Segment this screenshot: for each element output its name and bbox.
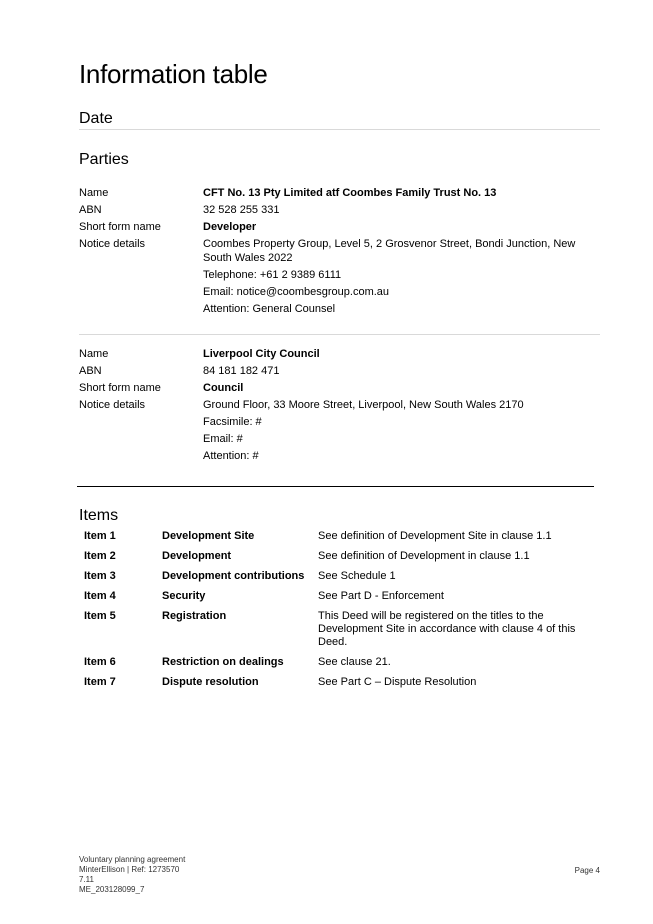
notice-email: Email: # (203, 433, 243, 445)
party-name-value: CFT No. 13 Pty Limited atf Coombes Family Trust No. 13 (203, 187, 497, 199)
party-short-value: Developer (203, 221, 257, 233)
party-short-label: Short form name (79, 221, 161, 233)
party-short-row (79, 381, 600, 395)
party-name-row (79, 347, 600, 361)
item-name: Security (162, 590, 206, 602)
item-desc: See Part C – Dispute Resolution (318, 676, 477, 688)
item-name: Restriction on dealings (162, 656, 284, 668)
item-id: Item 6 (84, 656, 116, 668)
section-divider (77, 486, 594, 487)
item-desc: See Part D - Enforcement (318, 590, 444, 602)
footer-doc-name: Voluntary planning agreement (79, 855, 186, 864)
parties-heading: Parties (79, 151, 129, 168)
item-id: Item 1 (84, 530, 116, 542)
date-divider (79, 129, 600, 130)
footer-ref: MinterEllison | Ref: 1273570 (79, 865, 180, 874)
party-abn-value: 32 528 255 331 (203, 204, 280, 216)
party-notice-row (79, 398, 600, 466)
party-short-value: Council (203, 382, 244, 394)
party-name-value: Liverpool City Council (203, 348, 320, 360)
party-notice-label: Notice details (79, 238, 146, 250)
item-name: Dispute resolution (162, 676, 259, 688)
item-row (84, 530, 600, 543)
item-name: Development (162, 550, 232, 562)
item-id: Item 5 (84, 610, 116, 622)
party-short-row (79, 220, 600, 234)
notice-address: Coombes Property Group, Level 5, 2 Grosvenor Street, Bondi Junction, New South Wales 2022 (203, 238, 576, 264)
item-desc: See definition of Development in clause 1.1 (318, 550, 530, 562)
items-table (84, 530, 600, 696)
item-name: Development contributions (162, 570, 305, 582)
item-name: Development Site (162, 530, 255, 542)
item-desc: See clause 21. (318, 656, 391, 668)
party-abn-row (79, 364, 600, 378)
party-abn-row (79, 203, 600, 217)
notice-facsimile: Facsimile: # (203, 416, 262, 428)
item-row (84, 656, 600, 669)
items-heading: Items (79, 507, 119, 524)
footer-version: 7.11 (79, 875, 94, 884)
party-abn-label: ABN (79, 365, 102, 377)
item-id: Item 7 (84, 676, 116, 688)
item-id: Item 3 (84, 570, 116, 582)
party-name-row (79, 186, 600, 200)
party-abn-value: 84 181 182 471 (203, 365, 280, 377)
party-short-label: Short form name (79, 382, 161, 394)
item-row (84, 610, 600, 649)
party-notice-label: Notice details (79, 399, 146, 411)
party-council (79, 347, 600, 466)
footer-doc-id: ME_203128099_7 (79, 885, 145, 894)
item-row (84, 676, 600, 689)
party-name-label: Name (79, 187, 109, 199)
notice-attention: Attention: General Counsel (203, 303, 336, 315)
notice-address: Ground Floor, 33 Moore Street, Liverpool, New South Wales 2170 (203, 399, 524, 411)
item-row (84, 570, 600, 583)
notice-email: Email: notice@coombesgroup.com.au (203, 286, 390, 298)
notice-attention: Attention: # (203, 450, 259, 462)
party-abn-label: ABN (79, 204, 102, 216)
party-divider (79, 334, 600, 335)
notice-telephone: Telephone: +61 2 9389 6111 (203, 269, 342, 281)
footer (79, 855, 185, 895)
item-row (84, 550, 600, 563)
party-notice-row (79, 237, 600, 319)
item-desc: See definition of Development Site in clause 1.1 (318, 530, 552, 542)
date-heading: Date (79, 110, 113, 127)
party-name-label: Name (79, 348, 109, 360)
item-row (84, 590, 600, 603)
item-desc: See Schedule 1 (318, 570, 396, 582)
page-number: Page 4 (574, 866, 600, 875)
item-desc: This Deed will be registered on the titles to the Development Site in accordance with clause 4 of this Deed. (318, 610, 576, 648)
item-name: Registration (162, 610, 227, 622)
item-id: Item 4 (84, 590, 116, 602)
item-id: Item 2 (84, 550, 116, 562)
page-title: Information table (79, 59, 268, 89)
party-developer (79, 186, 600, 319)
